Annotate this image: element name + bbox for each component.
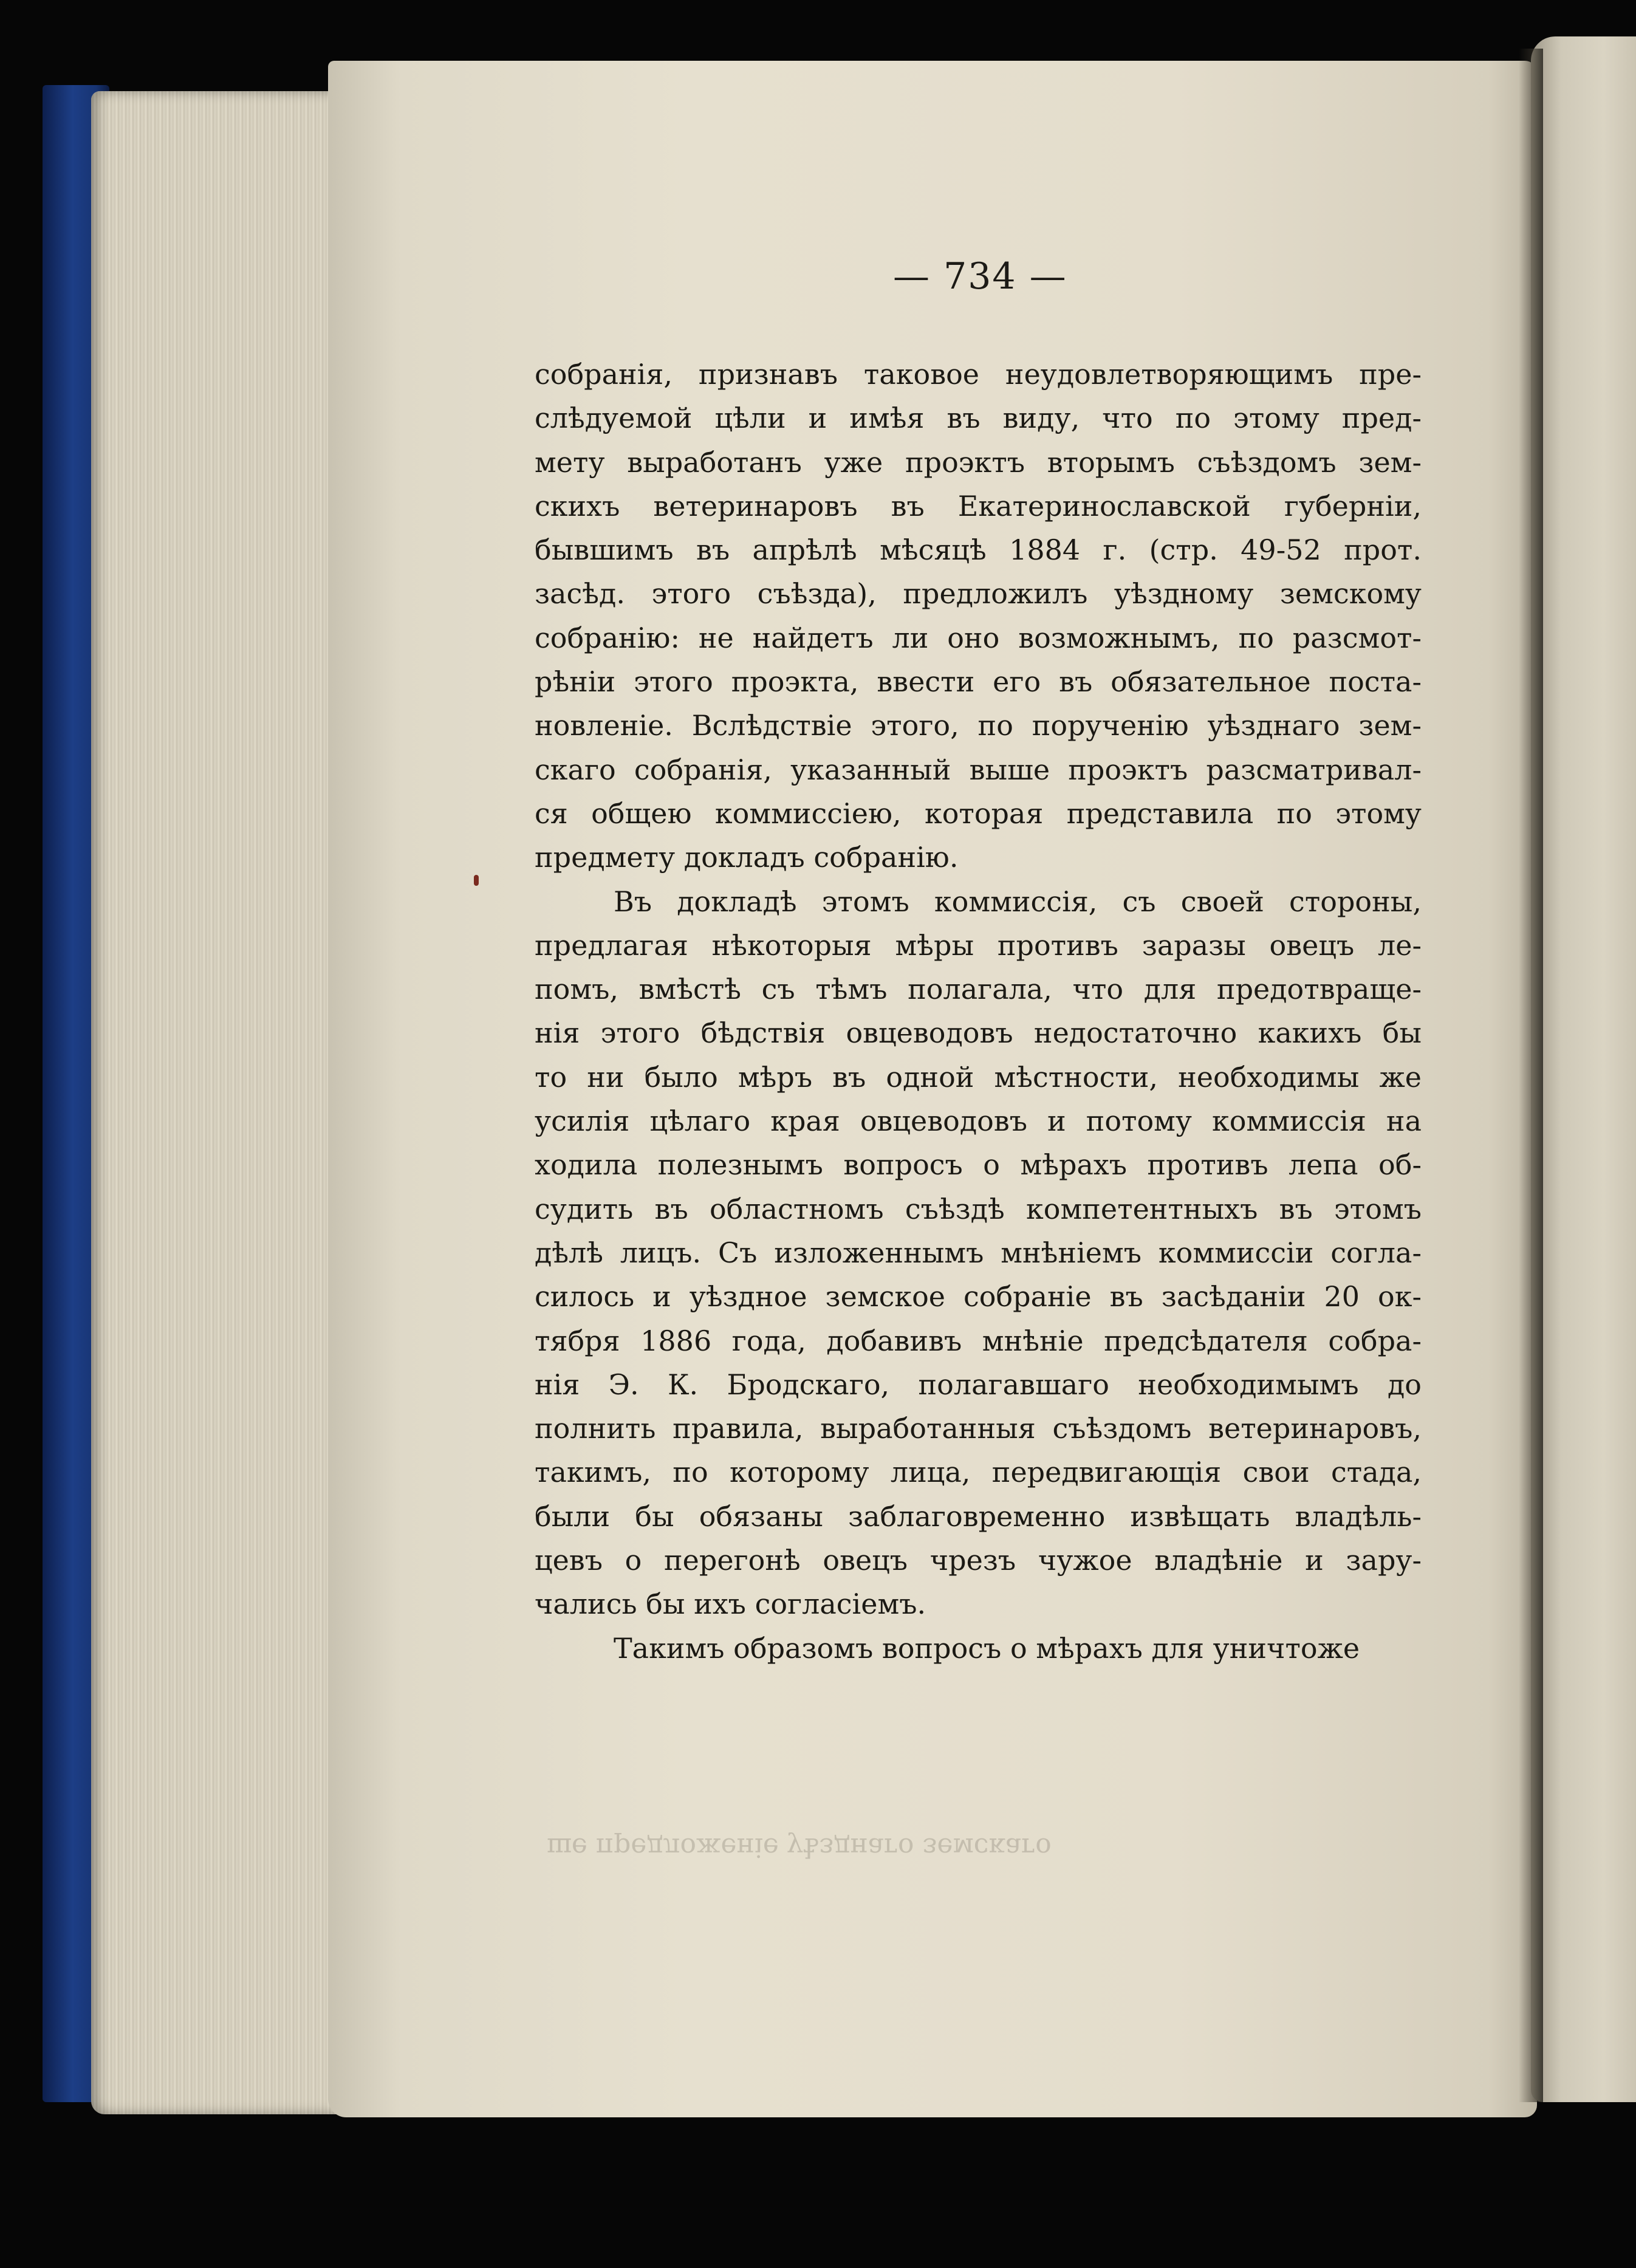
text-line: усилія цѣлаго края овцеводовъ и потому коммиссія на: [535, 1105, 1422, 1138]
ink-speck: [474, 875, 479, 886]
text-line: скаго собранія, указанный выше проэктъ разсматривал-: [535, 753, 1422, 786]
text-line: судить въ областномъ съѣздѣ компетентныхъ въ этомъ: [535, 1192, 1422, 1225]
text-line: собранія, признавъ таковое неудовлетворяющимъ пре-: [535, 358, 1422, 391]
text-line: засѣд. этого съѣзда), предложилъ уѣздному земскому: [535, 577, 1422, 611]
text-line: новленіе. Вслѣдствіе этого, по порученію уѣзднаго зем-: [535, 709, 1422, 742]
show-through-text: ше предложеніе уѣзднаго земскаго: [547, 1832, 1052, 1863]
text-line: Въ докладѣ этомъ коммиссія, съ своей стороны,: [614, 885, 1422, 918]
text-line: слѣдуемой цѣли и имѣя въ виду, что по этому пред-: [535, 402, 1422, 435]
facing-page-edge: [1531, 36, 1636, 2102]
text-line: цевъ о перегонѣ овецъ чрезъ чужое владѣніе и зару-: [535, 1544, 1422, 1577]
text-line: помъ, вмѣстѣ съ тѣмъ полагала, что для предотвраще-: [535, 973, 1422, 1006]
text-line: ся общею коммиссіею, которая представила по этому: [535, 797, 1422, 830]
text-line: собранію: не найдетъ ли оно возможнымъ, по разсмот-: [535, 621, 1422, 654]
text-line: тября 1886 года, добавивъ мнѣніе предсѣдателя собра-: [535, 1324, 1422, 1357]
text-line: силось и уѣздное земское собраніе въ засѣданіи 20 ок-: [535, 1280, 1422, 1314]
page-number: — 734 —: [893, 255, 1067, 298]
text-line: Такимъ образомъ вопросъ о мѣрахъ для уничтоже: [614, 1631, 1360, 1665]
text-line: бывшимъ въ апрѣлѣ мѣсяцѣ 1884 г. (стр. 49-52 прот.: [535, 533, 1422, 567]
text-line: ходила полезнымъ вопросъ о мѣрахъ противъ лепа об-: [535, 1148, 1422, 1182]
text-line: чались бы ихъ согласіемъ.: [535, 1588, 926, 1621]
text-line: предмету докладъ собранію.: [535, 841, 959, 874]
text-line: рѣніи этого проэкта, ввести его въ обязательное поста-: [535, 665, 1422, 699]
text-line: то ни было мѣръ въ одной мѣстности, необходимы же: [535, 1060, 1422, 1094]
text-line: были бы обязаны заблаговременно извѣщать владѣль-: [535, 1499, 1422, 1533]
text-line: нія этого бѣдствія овцеводовъ недостаточно какихъ бы: [535, 1016, 1422, 1050]
text-line: дѣлѣ лицъ. Съ изложеннымъ мнѣніемъ коммиссіи согла-: [535, 1236, 1422, 1269]
text-line: такимъ, по которому лица, передвигающія свои стада,: [535, 1456, 1422, 1489]
page-edges-stack: [91, 91, 346, 2114]
text-line: предлагая нѣкоторыя мѣры противъ заразы овецъ ле-: [535, 928, 1422, 962]
body-text: [535, 352, 1422, 1670]
spine-shadow: [1519, 49, 1543, 2102]
text-line: мету выработанъ уже проэктъ вторымъ съѣздомъ зем-: [535, 445, 1422, 479]
text-line: скихъ ветеринаровъ въ Екатеринославской губерніи,: [535, 489, 1422, 522]
text-line: нія Э. К. Бродскаго, полагавшаго необходимымъ до: [535, 1368, 1422, 1401]
text-line: полнить правила, выработанныя съѣздомъ ветеринаровъ,: [535, 1412, 1422, 1445]
